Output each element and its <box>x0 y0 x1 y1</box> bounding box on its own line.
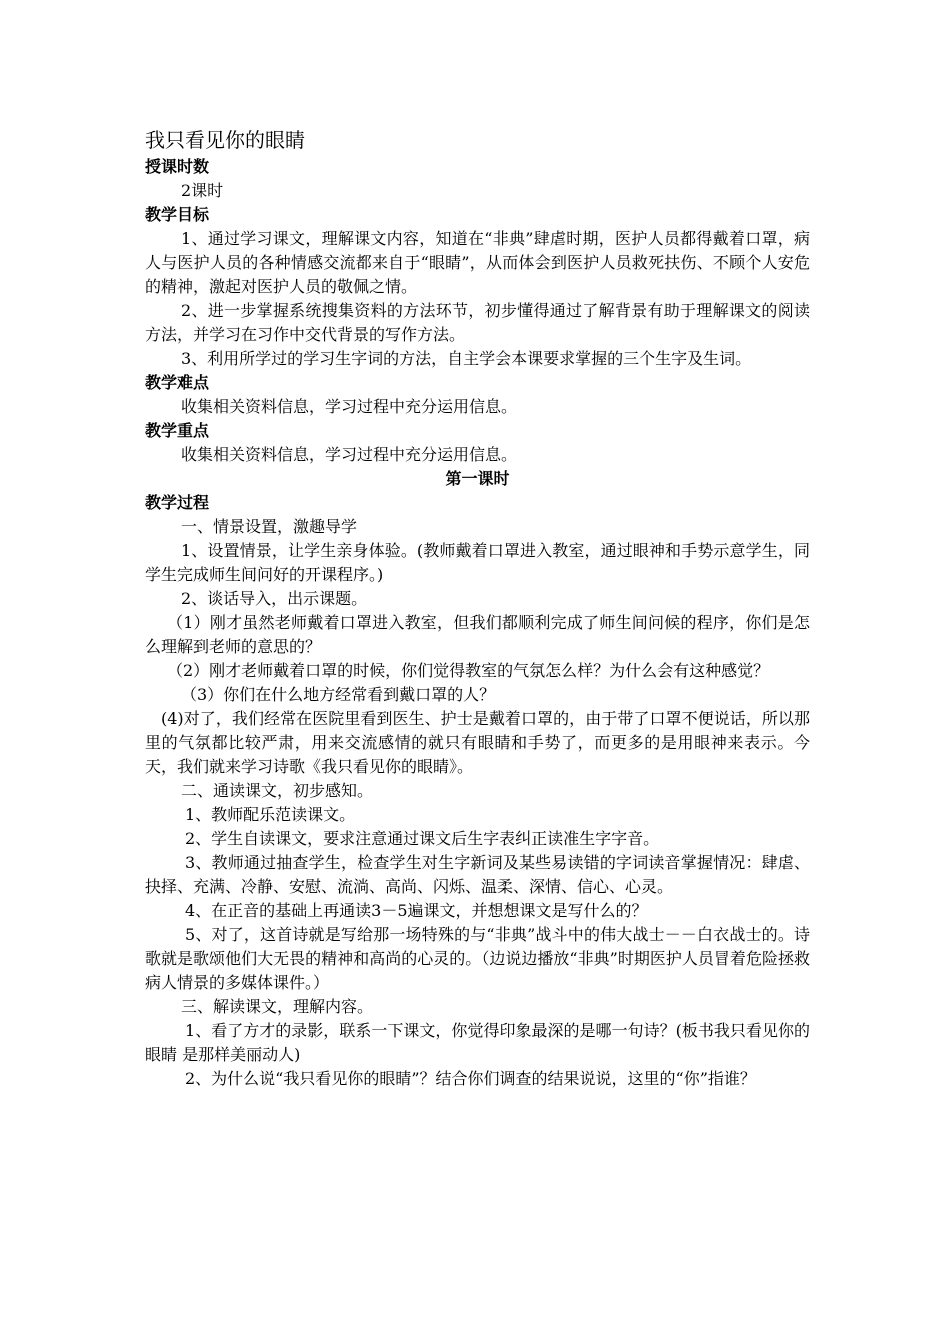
key-point-heading: 教学重点 <box>145 421 210 440</box>
process-step: (4)对了，我们经常在医院里看到医生、护士是戴着口罩的，由于带了口罩不便说话，所以那里的气氛都比较严肃，用来交流感情的就只有眼睛和手势了，而更多的是用眼神来表示。今天，我们就来学习诗歌《我只看见你的眼睛》。 <box>145 709 810 776</box>
process-step: （3）你们在什么地方经常看到戴口罩的人？ <box>181 685 496 704</box>
goals-heading: 教学目标 <box>145 205 210 224</box>
key-point-text: 收集相关资料信息，学习过程中充分运用信息。 <box>181 445 518 464</box>
lesson-one-heading: 第一课时 <box>445 469 510 488</box>
goal-item: 1、通过学习课文，理解课文内容，知道在“非典”肆虐时期，医护人员都得戴着口罩，病人与医护人员的各种情感交流都来自于“眼睛”，从而体会到医护人员救死扶伤、不顾个人安危的精神，激起对医护人员的敬佩之情。 <box>145 229 810 296</box>
process-step: 一、情景设置，激趣导学 <box>181 517 358 536</box>
goal-item: 3、利用所学过的学习生字词的方法，自主学会本课要求掌握的三个生字及生词。 <box>181 349 752 368</box>
process-step: （2）刚才老师戴着口罩的时候，你们觉得教室的气氛怎么样？为什么会有这种感觉？ <box>167 661 770 680</box>
hours-heading: 授课时数 <box>145 157 210 176</box>
process-step: 1、设置情景，让学生亲身体验。(教师戴着口罩进入教室，通过眼神和手势示意学生，同学生完成师生间问好的开课程序。) <box>145 541 810 584</box>
process-step: 1、教师配乐范读课文。 <box>185 805 356 824</box>
goal-item: 2、进一步掌握系统搜集资料的方法环节，初步懂得通过了解背景有助于理解课文的阅读方法，并学习在习作中交代背景的写作方法。 <box>145 301 810 344</box>
document-title: 我只看见你的眼睛 <box>145 128 305 152</box>
process-step: 2、谈话导入，出示课题。 <box>181 589 368 608</box>
process-step: 3、教师通过抽查学生，检查学生对生字新词及某些易读错的字词读音掌握情况：肆虐、抉择、充满、冷静、安慰、流淌、高尚、闪烁、温柔、深情、信心、心灵。 <box>145 853 810 896</box>
process-step: 5、对了，这首诗就是写给那一场特殊的与“非典”战斗中的伟大战士－－白衣战士的。诗歌就是歌颂他们大无畏的精神和高尚的心灵的。（边说边播放“非典”时期医护人员冒着危险拯救病人情景的多媒体课件。） <box>145 925 810 992</box>
process-step: 4、在正音的基础上再通读3－5遍课文，并想想课文是写什么的？ <box>185 901 648 920</box>
process-step: 三、解读课文，理解内容。 <box>181 997 374 1016</box>
difficulty-heading: 教学难点 <box>145 373 210 392</box>
process-step: （1）刚才虽然老师戴着口罩进入教室，但我们都顺利完成了师生间问候的程序，你们是怎么理解到老师的意思的？ <box>145 613 810 656</box>
difficulty-text: 收集相关资料信息，学习过程中充分运用信息。 <box>181 397 518 416</box>
process-step: 2、为什么说“我只看见你的眼睛”？结合你们调查的结果说说，这里的“你”指谁？ <box>185 1069 756 1088</box>
process-step: 二、通读课文，初步感知。 <box>181 781 374 800</box>
process-step: 2、学生自读课文，要求注意通过课文后生字表纠正读准生字字音。 <box>185 829 660 848</box>
document-page <box>145 125 810 1091</box>
hours-value: 2课时 <box>181 181 224 200</box>
process-heading: 教学过程 <box>145 493 210 512</box>
process-step: 1、看了方才的录影，联系一下课文，你觉得印象最深的是哪一句诗？(板书我只看见你的眼睛 是那样美丽动人) <box>145 1021 810 1064</box>
